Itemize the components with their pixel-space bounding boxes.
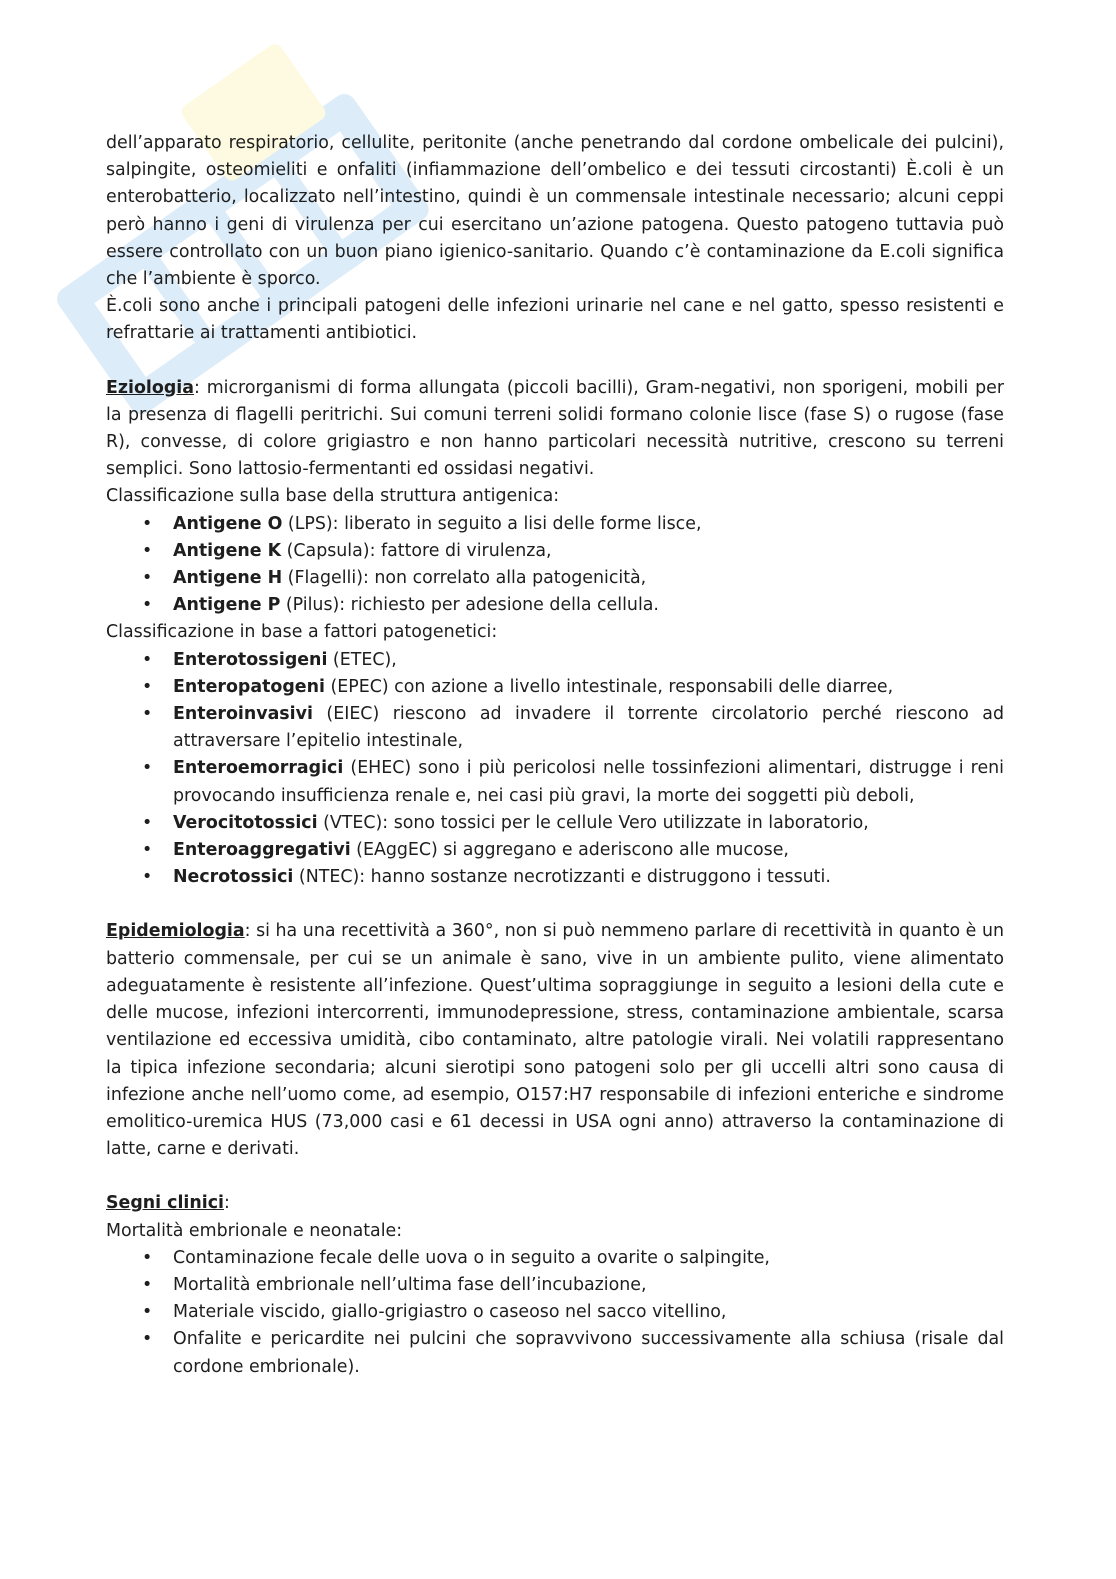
eziologia-text: : microrganismi di forma allungata (piccoli bacilli), Gram-negativi, non sporigeni, mobili per la presenza di flagelli peritrichi. Sui comuni terreni solidi formano colonie lisce (fase S) o rugose (fase R), convesse, di colore grigiastro e non hanno particolari necessità nutritive, crescono su terreni semplici. Sono lattosio-fermentanti ed ossidasi negativi. — [106, 377, 1004, 480]
list-item: • Antigene O (LPS): liberato in seguito a lisi delle forme lisce, — [173, 511, 1004, 538]
intro-paragraph-2: È.coli sono anche i principali patogeni delle infezioni urinarie nel cane e nel gatto, spesso resistenti e refrattarie ai trattamenti antibiotici. — [106, 296, 1004, 344]
list-item: • Enterotossigeni (ETEC), — [173, 647, 1004, 674]
list-item: • Enteroemorragici (EHEC) sono i più pericolosi nelle tossinfezioni alimentari, distrugge i reni provocando insufficienza renale e, nei casi più gravi, la morte dei soggetti più deboli, — [173, 755, 1004, 809]
list-item: • Materiale viscido, giallo-grigiastro o caseoso nel sacco vitellino, — [173, 1299, 1004, 1326]
segni-clinici-subheading: Mortalità embrionale e neonatale: — [106, 1220, 403, 1241]
list-item: • Enteroinvasivi (EIEC) riescono ad invadere il torrente circolatorio perché riescono ad attraversare l’epitelio intestinale, — [173, 701, 1004, 755]
epidemiologia-heading: Epidemiologia — [106, 921, 245, 942]
list-item: • Enteropatogeni (EPEC) con azione a livello intestinale, responsabili delle diarree, — [173, 674, 1004, 701]
antigen-list — [106, 511, 1004, 620]
eziologia-paragraph — [106, 375, 1004, 484]
list-item: • Necrotossici (NTEC): hanno sostanze necrotizzanti e distruggono i tessuti. — [173, 864, 1004, 891]
segni-clinici-heading: Segni clinici — [106, 1193, 225, 1214]
list-item: • Antigene K (Capsula): fattore di virulenza, — [173, 538, 1004, 565]
list-item: • Enteroaggregativi (EAggEC) si aggregano e aderiscono alle mucose, — [173, 837, 1004, 864]
antigenic-intro: Classificazione sulla base della struttura antigenica: — [106, 486, 560, 507]
pathotype-list — [106, 647, 1004, 892]
list-item: • Antigene H (Flagelli): non correlato alla patogenicità, — [173, 565, 1004, 592]
document-page — [106, 130, 1004, 1381]
epidemiologia-text: : si ha una recettività a 360°, non si può nemmeno parlare di recettività in quanto è un batterio commensale, per cui se un animale è sano, vive in un ambiente pulito, viene alimentato adeguatamente è resistente all’infezione. Quest’ultima sopraggiunge in seguito a lesioni della cute e delle mucose, infezioni intercorrenti, immunodepressione, stress, contaminazione ambientale, scarsa ventilazione ed eccessiva umidità, cibo contaminato, altre patologie virali. Nei volatili rappresentano la tipica infezione secondaria; alcuni sierotipi sono patogeni solo per gli uccelli altri sono causa di infezione anche nell’uomo come, ad esempio, O157:H7 responsabile di infezioni enteriche e sindrome emolitico-uremica HUS (73,000 casi e 61 decessi in USA ogni anno) attraverso la contaminazione di latte, carne e derivati. — [106, 921, 1004, 1160]
epidemiologia-paragraph — [106, 918, 1004, 1163]
pathogenic-intro: Classificazione in base a fattori patogenetici: — [106, 622, 498, 643]
list-item: • Onfalite e pericardite nei pulcini che sopravvivono successivamente alla schiusa (risale dal cordone embrionale). — [173, 1326, 1004, 1380]
eziologia-heading: Eziologia — [106, 377, 194, 398]
segni-clinici-title: Segni clinici: — [106, 1193, 230, 1214]
intro-paragraph: dell’apparato respiratorio, cellulite, peritonite (anche penetrando dal cordone ombelicale dei pulcini), salpingite, osteomieliti e onfaliti (infiammazione dell’ombelico e dei tessuti circostanti) È.coli è un enterobatterio, localizzato nell’intestino, quindi è un commensale intestinale necessario; alcuni ceppi però hanno i geni di virulenza per cui esercitano un’azione patogena. Questo patogeno tuttavia può essere controllato con un buon piano igienico-sanitario. Quando c’è contaminazione da E.coli significa che l’ambiente è sporco. — [106, 133, 1004, 290]
list-item: • Contaminazione fecale delle uova o in seguito a ovarite o salpingite, — [173, 1245, 1004, 1272]
list-item: • Antigene P (Pilus): richiesto per adesione della cellula. — [173, 592, 1004, 619]
list-item: • Mortalità embrionale nell’ultima fase dell’incubazione, — [173, 1272, 1004, 1299]
list-item: • Verocitotossici (VTEC): sono tossici per le cellule Vero utilizzate in laboratorio, — [173, 810, 1004, 837]
clinical-signs-list — [106, 1245, 1004, 1381]
